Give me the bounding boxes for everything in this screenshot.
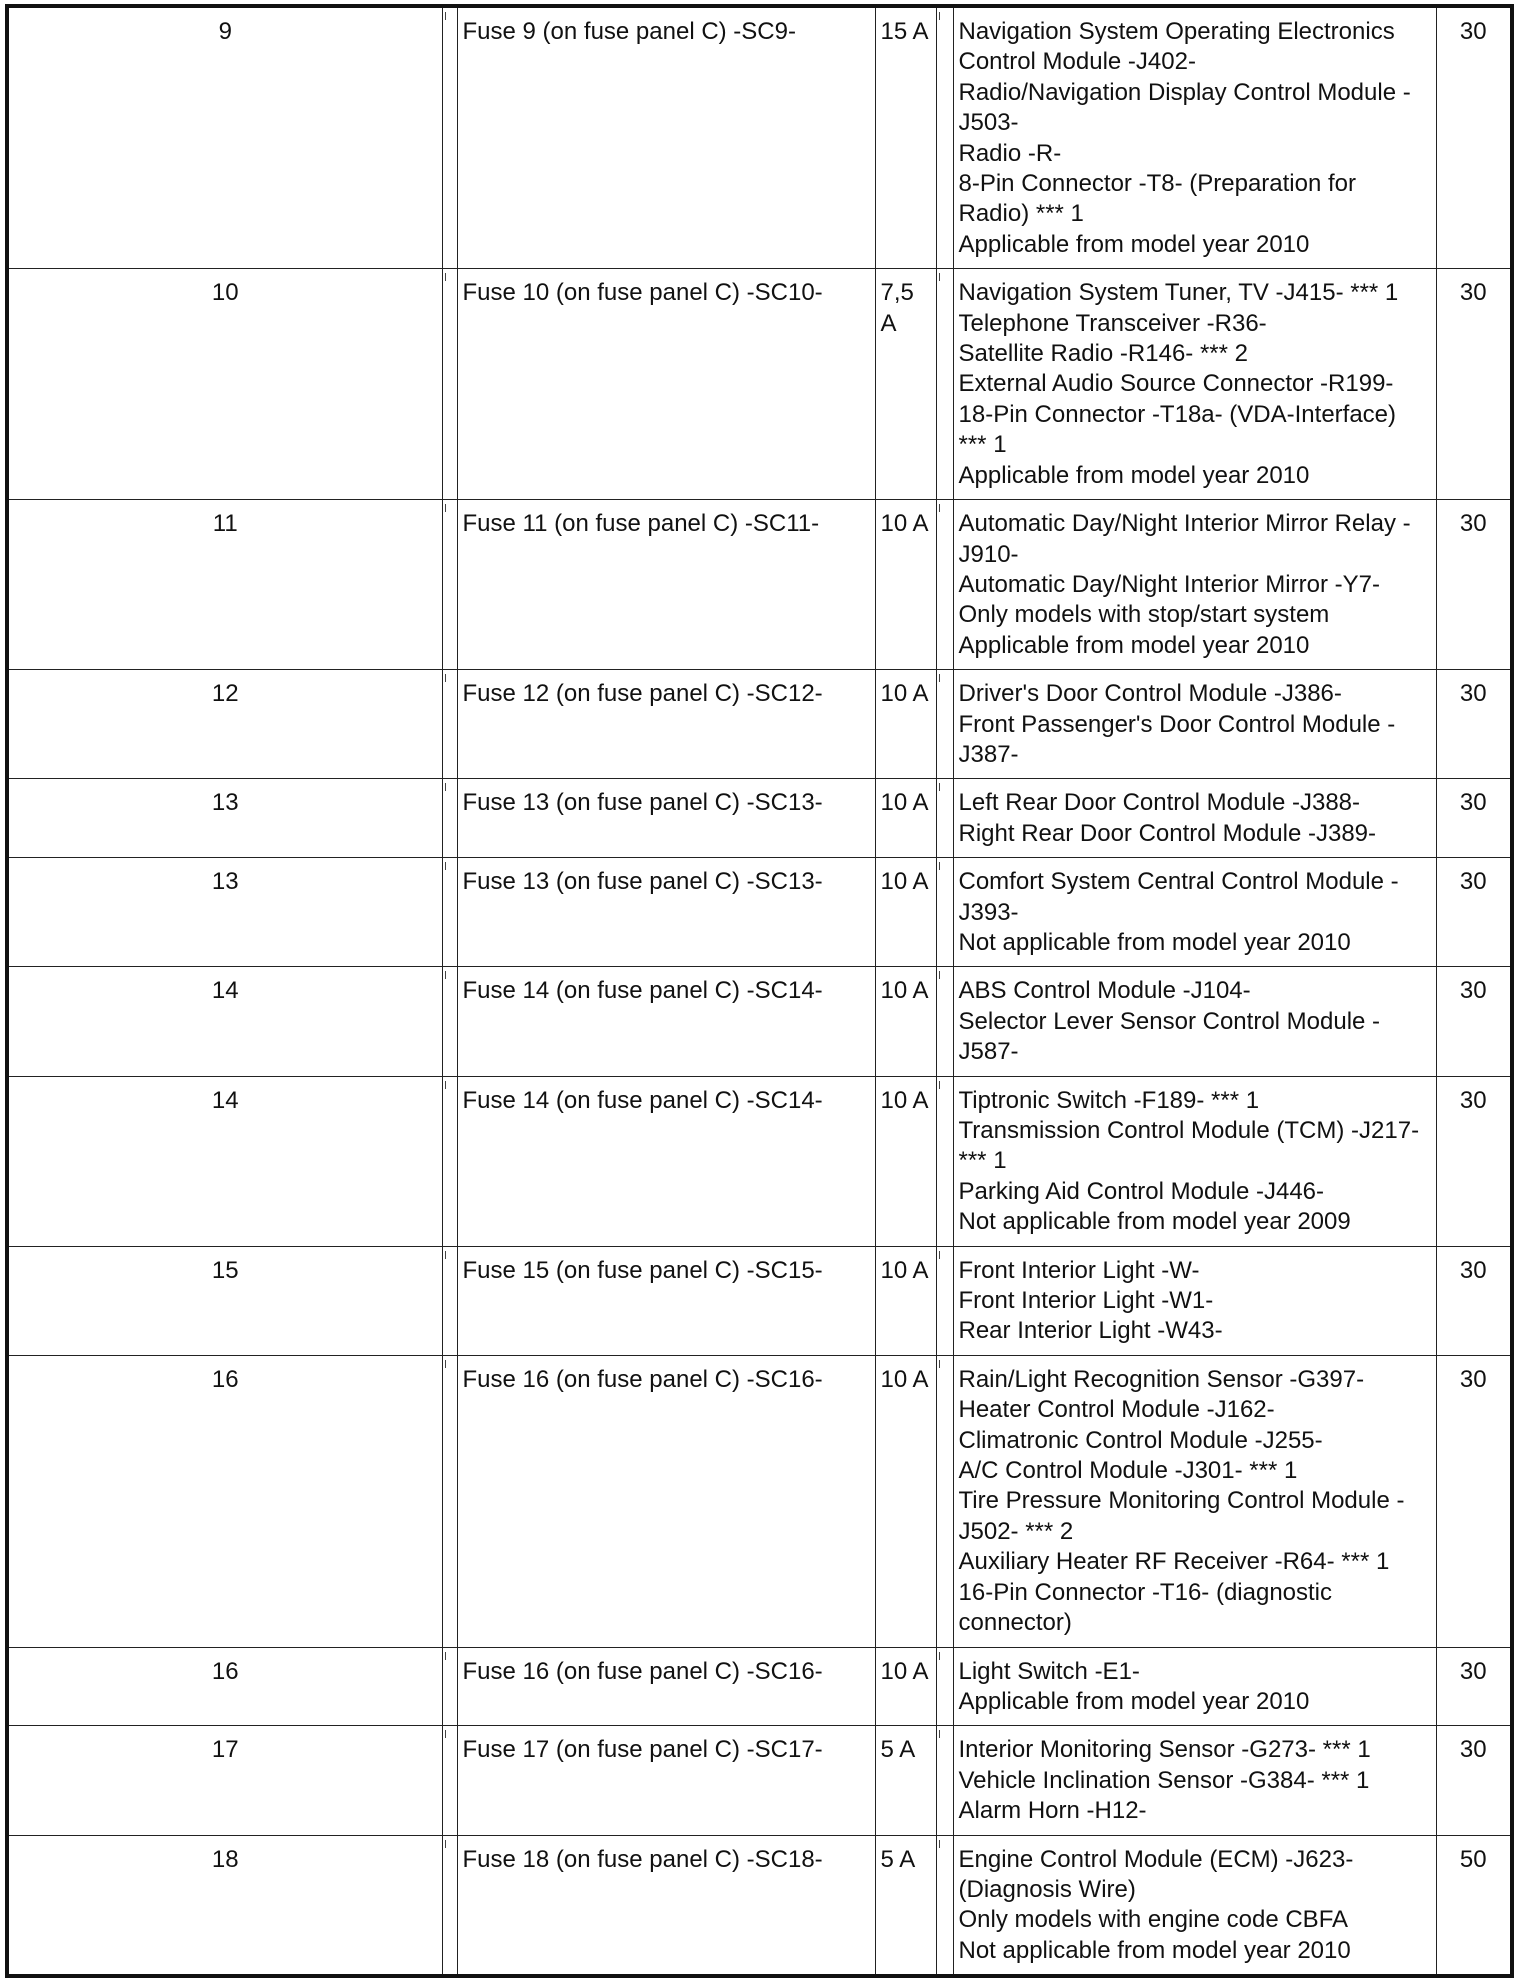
- component-line: Vehicle Inclination Sensor -G384- *** 1: [958, 1766, 1370, 1794]
- component-line: Applicable from model year 2010: [958, 1687, 1310, 1715]
- fuse-assignment-table: [5, 4, 1514, 1978]
- spacer-cell: [936, 500, 953, 670]
- component-line: Driver's Door Control Module -J386-: [958, 680, 1342, 708]
- spacer-cell: [936, 1726, 953, 1835]
- terminal-cell: 30: [1436, 1076, 1512, 1246]
- terminal-cell: 30: [1436, 670, 1512, 779]
- component-line: Tiptronic Switch -F189- *** 1: [958, 1086, 1260, 1114]
- components-cell: [953, 1355, 1436, 1647]
- component-line: Right Rear Door Control Module -J389-: [958, 819, 1377, 847]
- fuse-number-cell: 10: [7, 269, 442, 500]
- table-row: [7, 779, 1512, 858]
- fuse-designation-cell: Fuse 15 (on fuse panel C) -SC15-: [457, 1246, 875, 1355]
- table-row: [7, 1647, 1512, 1726]
- components-cell: [953, 1647, 1436, 1726]
- spacer-cell: [936, 1647, 953, 1726]
- fuse-number-cell: 18: [7, 1835, 442, 1976]
- components-cell: [953, 967, 1436, 1076]
- component-line: Automatic Day/Night Interior Mirror Relay -J910-: [958, 510, 1411, 568]
- fuse-number-cell: 16: [7, 1647, 442, 1726]
- spacer-cell: [936, 1246, 953, 1355]
- component-line: External Audio Source Connector -R199-: [958, 370, 1394, 398]
- spacer-cell: [936, 858, 953, 967]
- component-line: 16-Pin Connector -T16- (diagnostic connector): [958, 1578, 1333, 1637]
- component-line: Applicable from model year 2010: [958, 631, 1310, 659]
- components-cell: [953, 670, 1436, 779]
- spacer-cell: [442, 858, 457, 967]
- table-row: [7, 269, 1512, 500]
- component-line: Rear Interior Light -W43-: [958, 1317, 1223, 1345]
- fuse-designation-cell: Fuse 16 (on fuse panel C) -SC16-: [457, 1647, 875, 1726]
- component-line: Not applicable from model year 2010: [958, 1936, 1351, 1964]
- spacer-cell: [442, 500, 457, 670]
- component-line: Not applicable from model year 2009: [958, 1208, 1351, 1236]
- terminal-cell: 30: [1436, 1647, 1512, 1726]
- spacer-cell: [442, 1647, 457, 1726]
- component-line: Front Passenger's Door Control Module -J387-: [958, 710, 1396, 768]
- fuse-rating-cell: 5 A: [875, 1726, 936, 1835]
- fuse-designation-cell: Fuse 13 (on fuse panel C) -SC13-: [457, 779, 875, 858]
- components-cell: [953, 1246, 1436, 1355]
- fuse-number-cell: 17: [7, 1726, 442, 1835]
- spacer-cell: [936, 1076, 953, 1246]
- component-line: Navigation System Tuner, TV -J415- *** 1: [958, 279, 1399, 307]
- component-line: Auxiliary Heater RF Receiver -R64- *** 1: [958, 1548, 1390, 1576]
- fuse-rating-cell: 10 A: [875, 1076, 936, 1246]
- fuse-designation-cell: Fuse 17 (on fuse panel C) -SC17-: [457, 1726, 875, 1835]
- terminal-cell: 30: [1436, 779, 1512, 858]
- fuse-table-body: [7, 6, 1512, 1976]
- component-line: Applicable from model year 2010: [958, 230, 1310, 258]
- component-line: Radio -R-: [958, 139, 1062, 167]
- table-row: [7, 858, 1512, 967]
- components-cell: [953, 500, 1436, 670]
- spacer-cell: [442, 1246, 457, 1355]
- component-line: A/C Control Module -J301- *** 1: [958, 1457, 1298, 1485]
- fuse-number-cell: 13: [7, 779, 442, 858]
- terminal-cell: 30: [1436, 1355, 1512, 1647]
- terminal-cell: 30: [1436, 1726, 1512, 1835]
- components-cell: [953, 269, 1436, 500]
- fuse-number-cell: 16: [7, 1355, 442, 1647]
- components-cell: [953, 858, 1436, 967]
- table-row: [7, 6, 1512, 269]
- fuse-rating-cell: 10 A: [875, 1647, 936, 1726]
- fuse-rating-cell: 10 A: [875, 967, 936, 1076]
- table-row: [7, 1726, 1512, 1835]
- spacer-cell: [442, 1076, 457, 1246]
- spacer-cell: [936, 967, 953, 1076]
- fuse-number-cell: 14: [7, 967, 442, 1076]
- component-line: Satellite Radio -R146- *** 2: [958, 340, 1248, 368]
- fuse-designation-cell: Fuse 14 (on fuse panel C) -SC14-: [457, 1076, 875, 1246]
- terminal-cell: 30: [1436, 1246, 1512, 1355]
- table-row: [7, 670, 1512, 779]
- spacer-cell: [936, 779, 953, 858]
- component-line: Front Interior Light -W1-: [958, 1287, 1214, 1315]
- component-line: Heater Control Module -J162-: [958, 1396, 1275, 1424]
- component-line: 18-Pin Connector -T18a- (VDA-Interface) *** 1: [958, 400, 1397, 459]
- component-line: Radio/Navigation Display Control Module -J503-: [958, 78, 1411, 137]
- spacer-cell: [442, 1835, 457, 1976]
- component-line: Comfort System Central Control Module -J393-: [958, 868, 1399, 926]
- component-line: Not applicable from model year 2010: [958, 928, 1351, 956]
- component-line: Telephone Transceiver -R36-: [958, 309, 1267, 337]
- fuse-number-cell: 12: [7, 670, 442, 779]
- table-row: [7, 1835, 1512, 1976]
- fuse-designation-cell: Fuse 14 (on fuse panel C) -SC14-: [457, 967, 875, 1076]
- spacer-cell: [442, 967, 457, 1076]
- fuse-rating-cell: 7,5 A: [875, 269, 936, 500]
- components-cell: [953, 779, 1436, 858]
- fuse-number-cell: 11: [7, 500, 442, 670]
- component-line: Only models with engine code CBFA: [958, 1906, 1349, 1934]
- spacer-cell: [936, 269, 953, 500]
- terminal-cell: 30: [1436, 967, 1512, 1076]
- fuse-rating-cell: 10 A: [875, 670, 936, 779]
- fuse-designation-cell: Fuse 18 (on fuse panel C) -SC18-: [457, 1835, 875, 1976]
- spacer-cell: [442, 1726, 457, 1835]
- fuse-designation-cell: Fuse 13 (on fuse panel C) -SC13-: [457, 858, 875, 967]
- spacer-cell: [936, 1835, 953, 1976]
- fuse-designation-cell: Fuse 10 (on fuse panel C) -SC10-: [457, 269, 875, 500]
- fuse-number-cell: 13: [7, 858, 442, 967]
- terminal-cell: 30: [1436, 500, 1512, 670]
- spacer-cell: [442, 6, 457, 269]
- table-row: [7, 1076, 1512, 1246]
- component-line: Tire Pressure Monitoring Control Module -J502- *** 2: [958, 1487, 1405, 1545]
- terminal-cell: 30: [1436, 269, 1512, 500]
- component-line: Climatronic Control Module -J255-: [958, 1426, 1323, 1454]
- component-line: Rain/Light Recognition Sensor -G397-: [958, 1365, 1365, 1393]
- spacer-cell: [442, 1355, 457, 1647]
- table-row: [7, 1246, 1512, 1355]
- fuse-rating-cell: 15 A: [875, 6, 936, 269]
- fuse-number-cell: 14: [7, 1076, 442, 1246]
- components-cell: [953, 1726, 1436, 1835]
- component-line: Parking Aid Control Module -J446-: [958, 1177, 1325, 1205]
- fuse-number-cell: 15: [7, 1246, 442, 1355]
- component-line: Applicable from model year 2010: [958, 461, 1310, 489]
- component-line: Automatic Day/Night Interior Mirror -Y7-: [958, 570, 1380, 598]
- spacer-cell: [442, 670, 457, 779]
- component-line: Only models with stop/start system: [958, 601, 1330, 629]
- components-cell: [953, 1835, 1436, 1976]
- component-line: Left Rear Door Control Module -J388-: [958, 789, 1361, 817]
- components-cell: [953, 1076, 1436, 1246]
- spacer-cell: [442, 779, 457, 858]
- component-line: Transmission Control Module (TCM) -J217- *** 1: [958, 1117, 1420, 1175]
- table-row: [7, 967, 1512, 1076]
- fuse-rating-cell: 10 A: [875, 858, 936, 967]
- fuse-number-cell: 9: [7, 6, 442, 269]
- component-line: Alarm Horn -H12-: [958, 1797, 1147, 1825]
- spacer-cell: [936, 670, 953, 779]
- terminal-cell: 30: [1436, 6, 1512, 269]
- table-row: [7, 500, 1512, 670]
- component-line: Light Switch -E1-: [958, 1657, 1140, 1685]
- component-line: Engine Control Module (ECM) -J623- (Diagnosis Wire): [958, 1845, 1354, 1903]
- terminal-cell: 50: [1436, 1835, 1512, 1976]
- fuse-rating-cell: 10 A: [875, 779, 936, 858]
- spacer-cell: [936, 1355, 953, 1647]
- component-line: Navigation System Operating Electronics Control Module -J402-: [958, 18, 1395, 76]
- spacer-cell: [936, 6, 953, 269]
- component-line: ABS Control Module -J104-: [958, 977, 1251, 1005]
- fuse-rating-cell: 10 A: [875, 1246, 936, 1355]
- fuse-rating-cell: 10 A: [875, 1355, 936, 1647]
- component-line: Selector Lever Sensor Control Module -J587-: [958, 1007, 1381, 1066]
- component-line: 8-Pin Connector -T8- (Preparation for Radio) *** 1: [958, 170, 1356, 228]
- component-line: Interior Monitoring Sensor -G273- *** 1: [958, 1736, 1371, 1764]
- table-row: [7, 1355, 1512, 1647]
- terminal-cell: 30: [1436, 858, 1512, 967]
- component-line: Front Interior Light -W-: [958, 1256, 1200, 1284]
- fuse-designation-cell: Fuse 16 (on fuse panel C) -SC16-: [457, 1355, 875, 1647]
- fuse-designation-cell: Fuse 12 (on fuse panel C) -SC12-: [457, 670, 875, 779]
- spacer-cell: [442, 269, 457, 500]
- fuse-rating-cell: 5 A: [875, 1835, 936, 1976]
- fuse-designation-cell: Fuse 11 (on fuse panel C) -SC11-: [457, 500, 875, 670]
- components-cell: [953, 6, 1436, 269]
- fuse-designation-cell: Fuse 9 (on fuse panel C) -SC9-: [457, 6, 875, 269]
- fuse-rating-cell: 10 A: [875, 500, 936, 670]
